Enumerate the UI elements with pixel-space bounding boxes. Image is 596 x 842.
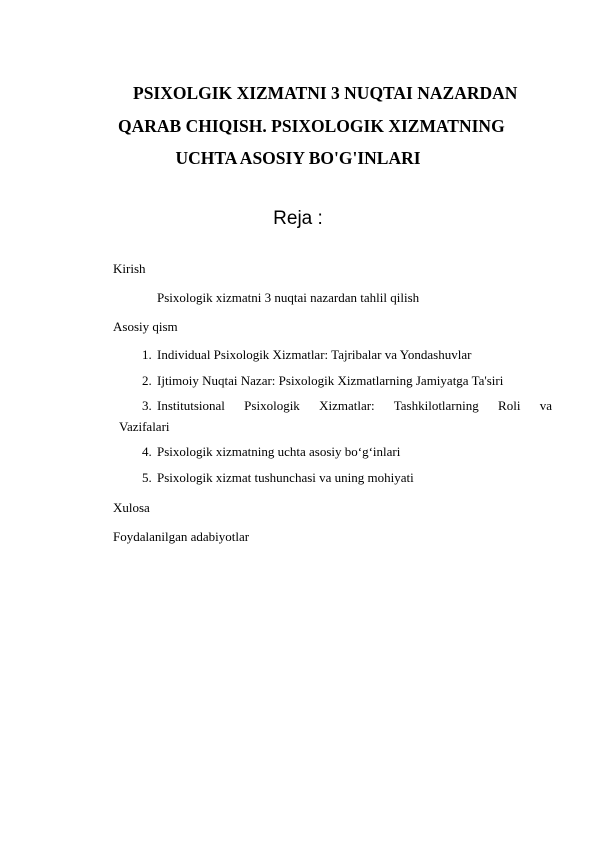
document-title-line-1: PSIXOLGIK XIZMATNI 3 NUQTAI NAZARDAN <box>133 83 518 103</box>
intro-item: Psixologik xizmatni 3 nuqtai nazardan tahlil qilish <box>157 290 420 305</box>
list-item: Institutsional Psixologik Xizmatlar: Tashkilotlarning Roli va <box>157 398 552 413</box>
list-item-number: 1. <box>142 347 152 362</box>
list-item: Psixologik xizmat tushunchasi va uning mohiyati <box>157 470 414 485</box>
intro-label: Kirish <box>113 261 146 276</box>
list-item: Ijtimoiy Nuqtai Nazar: Psixologik Xizmatlarning Jamiyatga Ta'siri <box>157 373 504 388</box>
main-section-label: Asosiy qism <box>113 319 178 334</box>
document-title-line-2: QARAB CHIQISH. PSIXOLOGIK XIZMATNING <box>118 116 505 136</box>
list-item-number: 4. <box>142 444 152 459</box>
document-title-line-3: UCHTA ASOSIY BO'G'INLARI <box>175 148 421 168</box>
plan-heading: Reja : <box>273 208 323 229</box>
list-item-continuation: Vazifalari <box>119 419 170 434</box>
list-item-number: 5. <box>142 470 152 485</box>
conclusion-label: Xulosa <box>113 500 150 515</box>
list-item: Psixologik xizmatning uchta asosiy bo‘g‘inlari <box>157 444 401 459</box>
references-label: Foydalanilgan adabiyotlar <box>113 529 250 544</box>
list-item-number: 3. <box>142 398 152 413</box>
list-item: Individual Psixologik Xizmatlar: Tajribalar va Yondashuvlar <box>157 347 472 362</box>
list-item-number: 2. <box>142 373 152 388</box>
